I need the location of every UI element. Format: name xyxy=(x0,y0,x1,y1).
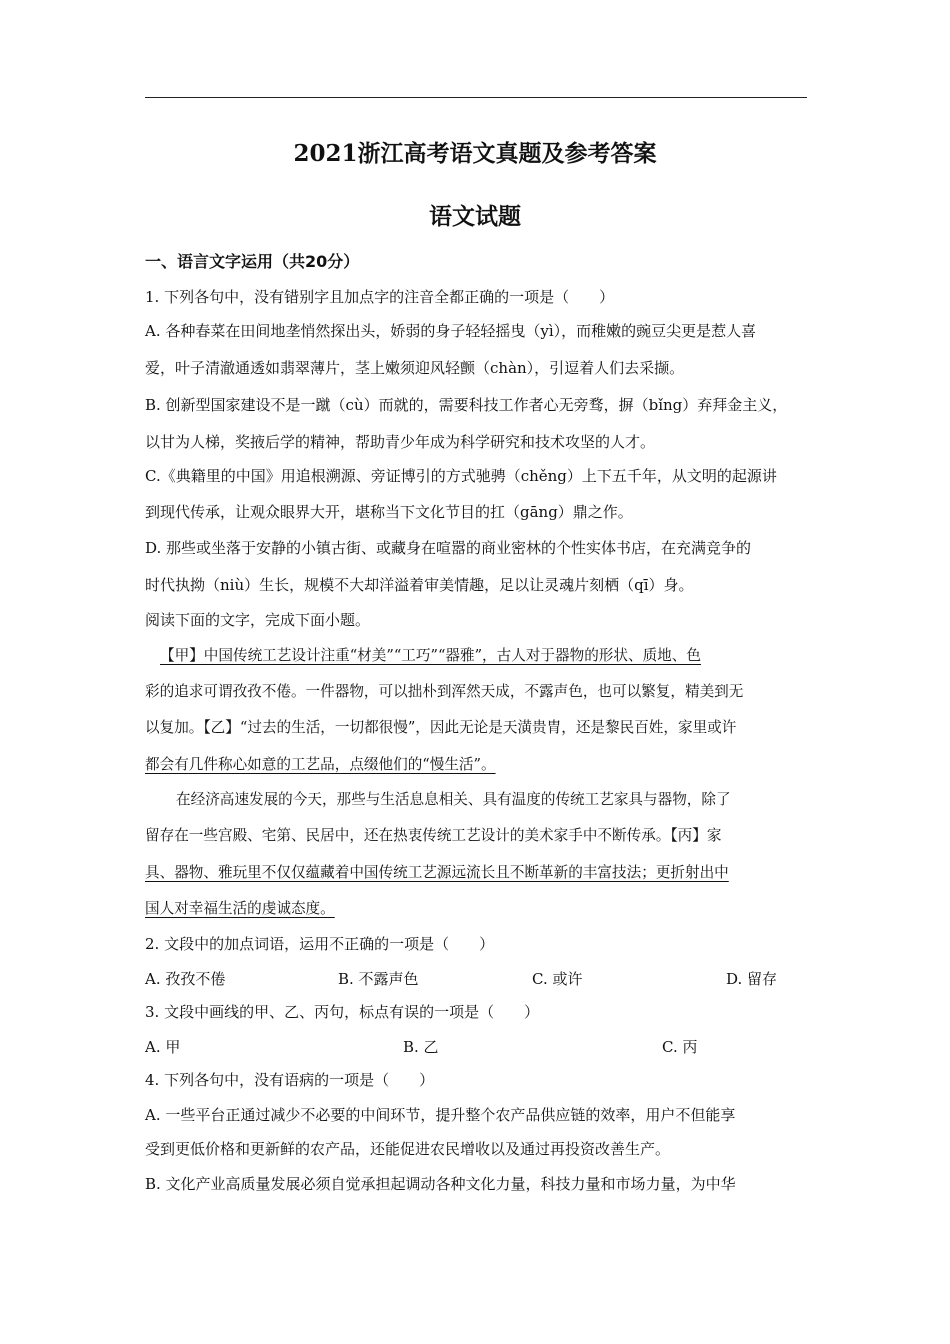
q3-option-a[interactable]: A. 甲 xyxy=(145,1038,181,1056)
page-subtitle: 语文试题 xyxy=(429,203,521,230)
passage-p2-line2: 留存在一些宫殿、宅第、民居中，还在热衷传统工艺设计的美术家手中不断传承。【丙】家 xyxy=(145,827,722,844)
passage-p1-line2: 彩的追求可谓孜孜不倦。一件器物，可以拙朴到浑然天成，不露声色，也可以繁复，精美到无 xyxy=(145,683,744,700)
q3-option-b[interactable]: B. 乙 xyxy=(403,1038,439,1056)
q1-option-d-line2: 时代执拗（niù）生长，规模不大却洋溢着审美情趣，足以让灵魂片刻栖（qī）身。 xyxy=(145,576,694,594)
q3-option-c[interactable]: C. 丙 xyxy=(662,1038,698,1056)
q4-option-b-line1: B. 文化产业高质量发展必须自觉承担起调动各种文化力量，科技力量和市场力量，为中华 xyxy=(145,1175,736,1193)
q1-stem: 1. 下列各句中，没有错别字且加点字的注音全都正确的一项是（ ） xyxy=(145,288,615,306)
q1-option-d-line1: D. 那些或坐落于安静的小镇古街、或藏身在喧嚣的商业密林的个性实体书店，在充满竞争的 xyxy=(145,539,752,557)
passage-p2-line3: 具、器物、雅玩里不仅仅蕴藏着中国传统工艺源远流长且不断革新的丰富技法；更折射出中 xyxy=(145,864,729,881)
reading-intro: 阅读下面的文字，完成下面小题。 xyxy=(145,611,371,629)
passage-p1-line4: 都会有几件称心如意的工艺品，点缀他们的“慢生活”。 xyxy=(145,756,496,773)
q1-option-c-line2: 到现代传承，让观众眼界大开，堪称当下文化节目的扛（gāng）鼎之作。 xyxy=(145,503,633,521)
q2-option-b[interactable]: B. 不露声色 xyxy=(338,970,419,988)
q4-stem: 4. 下列各句中，没有语病的一项是（ ） xyxy=(145,1071,435,1089)
q1-option-b-line2: 以甘为人梯，奖掖后学的精神，帮助青少年成为科学研究和技术攻坚的人才。 xyxy=(145,433,656,451)
q2-stem: 2. 文段中的加点词语，运用不正确的一项是（ ） xyxy=(145,935,495,953)
passage-p1-line1: 【甲】中国传统工艺设计注重“材美”“工巧”“器雅”，古人对于器物的形状、质地、色 xyxy=(160,647,701,664)
passage-p2-line1: 在经济高速发展的今天，那些与生活息息相关、具有温度的传统工艺家具与器物，除了 xyxy=(176,791,731,808)
page-title: 2021浙江高考语文真题及参考答案 xyxy=(293,140,657,167)
passage-p2-line4: 国人对幸福生活的虔诚态度。 xyxy=(145,900,335,917)
q1-option-b-line1: B. 创新型国家建设不是一蹴（cù）而就的，需要科技工作者心无旁骛，摒（bǐng）弃拜金主义， xyxy=(145,396,788,414)
q4-option-a-line1: A. 一些平台正通过减少不必要的中间环节，提升整个农产品供应链的效率，用户不但能享 xyxy=(145,1106,736,1124)
section-heading: 一、语言文字运用（共20分） xyxy=(145,252,360,271)
q1-option-a-line2: 爱，叶子清澈通透如翡翠薄片，茎上嫩须迎风轻颤（chàn），引逗着人们去采撷。 xyxy=(145,359,685,377)
q2-option-c[interactable]: C. 或许 xyxy=(532,970,583,988)
header-rule xyxy=(145,97,807,98)
q2-option-a[interactable]: A. 孜孜不倦 xyxy=(145,970,226,988)
q3-stem: 3. 文段中画线的甲、乙、丙句，标点有误的一项是（ ） xyxy=(145,1003,540,1021)
q2-option-d[interactable]: D. 留存 xyxy=(726,970,778,988)
q1-option-c-line1: C.《典籍里的中国》用追根溯源、旁证博引的方式驰骋（chěng）上下五千年，从文明的起源讲 xyxy=(145,467,777,485)
q4-option-a-line2: 受到更低价格和更新鲜的农产品，还能促进农民增收以及通过再投资改善生产。 xyxy=(145,1140,671,1158)
passage-p1-line3: 以复加。【乙】“过去的生活，一切都很慢”，因此无论是天潢贵胄，还是黎民百姓，家里或许 xyxy=(145,719,737,736)
q1-option-a-line1: A. 各种春菜在田间地垄悄然探出头，娇弱的身子轻轻摇曳（yì），而稚嫩的豌豆尖更是惹人喜 xyxy=(145,322,757,340)
